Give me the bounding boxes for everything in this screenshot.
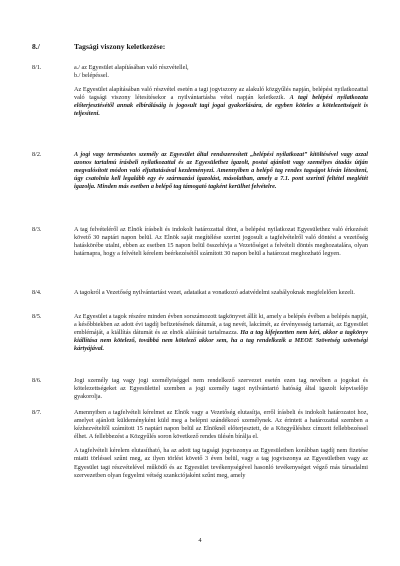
paragraph-text: A tagfelvételi kérelem elutasítható, ha az adott tag tagsági jogviszonya az Egyesületben korábban tagdíj nem fizetése miatti törléssel szűnt meg, az ilyen törlést követő 3 éven belül, vagy a tag jogviszonya az Egyesületben vagy az Egyesület tagi részvételével működő és az Egyesület tevékenységével hasonló tevékenységet végző más társadalmi szervezetben olyan fegyelmi vétség szankciójaként szűnt meg, amely xyxy=(74,447,368,479)
section-title: Tagsági viszony keletkezése: xyxy=(74,42,166,51)
list-item-a: a./ az Egyesület alapításában való részvétellel, xyxy=(74,64,189,71)
paragraph-text: A tag felvételéről az Elnök írásbeli és indokolt határozattal dönt, a belépési nyilatkozat Egyesülethez való érkezését követő 30 naptári napon belül. Az Elnök saját megítélése szerint jogosult a tagfelvételről való döntést a vezetőség hatáskörébe utalni, ebben az esetben 15 napon belül összehívja a Vezetőséget a felvételi döntés meghozatalára, olyan határnapra, hogy a felvételi kérelem beérkezésétől számított 30 napon belül a határozat meghozható legyen. xyxy=(74,226,368,258)
paragraph-text: Jogi személy tag vagy jogi személyiséggel nem rendelkező szervezet esetén ezen tag nevében a jogokat és kötelezettségeket az Egyesülettel szemben a jogi személy tagot nyilvántartó hatóság által igazolt képviselője gyakorolja. xyxy=(74,377,368,401)
paragraph-number: 8/7. xyxy=(32,409,42,416)
paragraph-text: A tagokról a Vezetőség nyilvántartást vezet, adataikat a vonatkozó adatvédelmi szabályoknak megfelelően kezeli. xyxy=(74,289,355,296)
emphasis-text: Ha a tag kifejezetten nem kéri, akkor a tagkönyv kiállítása nem kötelező, továbbá nem kötelező akkor sem, ha a tag rendelkezik a MEOE Szövetség szövetségi kártyájával. xyxy=(74,329,368,353)
paragraph-number: 8/5. xyxy=(32,313,42,320)
list-item-b: b./ belépéssel. xyxy=(74,72,109,80)
paragraph-text: Az Egyesület alapításában való részvétel esetén a tagi jogviszony az alakuló közgyűlés napján, belépési nyilatkozattal való tagsági viszony létesítésekor a nyilvántartásba vétel napján keletkezik. A tagi belépési nyilatkozata előterjesztésétől annak elbírálásáig is jogosult tagi jogai gyakorlására, de egyben köteles a kötelezettségeit is teljesíteni. xyxy=(74,86,369,118)
paragraph-number: 8/3. xyxy=(32,226,42,233)
paragraph-number: 8/2. xyxy=(32,151,42,158)
page-number: 4 xyxy=(198,537,202,544)
emphasis-text: A tagi belépési nyilatkozata előterjesztésétől annak elbírálásáig is jogosult tagi jogai gyakorlására, de egyben köteles a kötelezettségeit is teljesíteni. xyxy=(74,94,369,118)
section-number: 8./ xyxy=(32,42,40,51)
paragraph-number: 8/1. xyxy=(32,64,42,71)
paragraph-number: 8/4. xyxy=(32,289,42,296)
paragraph-text: Amennyiben a tagfelvételi kérelmet az Elnök vagy a Vezetőség elutasítja, erről írásbeli és indokolt határozatot hoz, amelyet ajánlott küldeményként küld meg a belépni szándékozó személynek. Az érintett a határozattal szemben a kézhezvételtől számított 15 naptári napon belül az Elnöknél előterjesztett, de a Közgyűléshez címzett fellebbezéssel élhet. A fellebbezést a Közgyűlés soron következő rendes ülésén bírálja el. xyxy=(74,409,368,441)
paragraph-text: Az Egyesület a tagok részére minden évben sorszámozott tagkönyvet állít ki, amely a belépés évében a belépés napját, a későbbiekben az adott évi tagdíj befizetésének dátumát, a tag nevét, lakcímét, az érvényesség tartamát, az Egyesület emblémáját, a kiállítás dátumát és az elnök aláírását tartalmazza. Ha a tag kifejezetten nem kéri, akkor a tagkönyv kiállítása nem kötelező, továbbá nem kötelező akkor sem, ha a tag rendelkezik a MEOE Szövetség szövetségi kártyájával. xyxy=(74,313,368,353)
paragraph-text: A jogi vagy természetes személy az Egyesület által rendszeresített „belépési nyilatkozat” kitöltésével vagy azzal azonos tartalmú írásbeli nyilatkozattal és az Egyesülethez igazolt, postai ajánlott vagy személyes átadás útján megvalósított módon való eljuttatásával kezdeményezi. Amennyiben a belépő tag rendes tagságot kíván létesíteni, úgy csatolnia kell legalább egy év származási igazolást, másolatban, amely a 7.1. pont szerinti feltétel meglétét igazolja. Minden más esetben a belépő tag támogató tagként kerülhet felvételre. xyxy=(74,151,368,191)
paragraph-number: 8/6. xyxy=(32,377,42,384)
